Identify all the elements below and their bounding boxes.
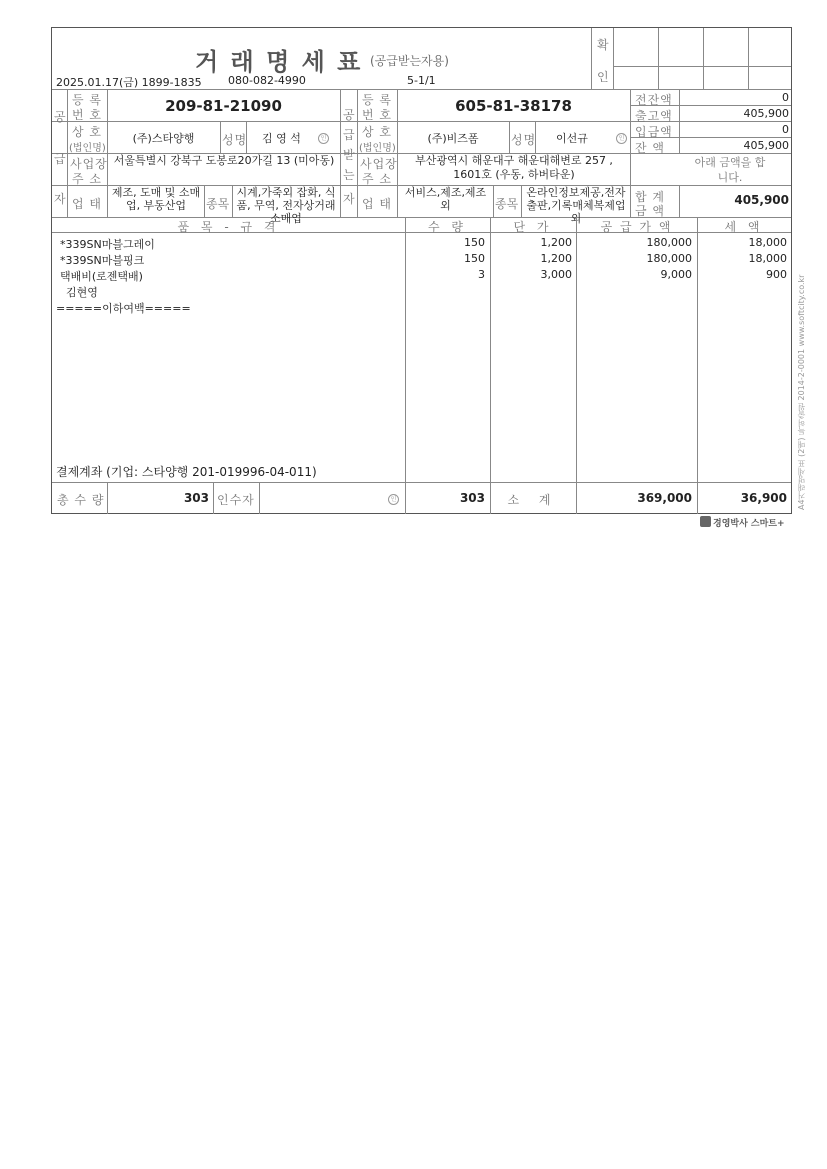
supplier-biz-item: 시계,가죽외 잡화, 식품, 무역, 전자상거래 소매업	[236, 186, 336, 225]
receiver-item-label: 종목	[495, 197, 519, 211]
phone: 080-082-4990	[228, 74, 306, 87]
total-amount: 405,900	[734, 193, 789, 207]
receiver-side-3: 받	[343, 148, 356, 162]
prev-balance-label: 전잔액	[635, 93, 673, 107]
receiver-type-label: 업 태	[362, 197, 392, 211]
supplier-rep-name: 김 영 석	[262, 132, 301, 145]
col-qty-header: 수 량	[428, 220, 467, 234]
item-name: *339SN마블그레이	[60, 238, 155, 251]
col-item-header: 품 목 - 규 격	[177, 220, 280, 234]
item-qty: 150	[464, 252, 485, 265]
supplier-side-3: 자	[54, 192, 67, 206]
receiver-side-4: 는	[343, 168, 356, 182]
balance-value: 405,900	[743, 139, 789, 152]
supplier-item-label: 종목	[206, 197, 230, 211]
supplier-reg-no: 209-81-21090	[165, 97, 282, 115]
deposit-label: 입금액	[635, 125, 673, 139]
item-tax: 18,000	[748, 236, 787, 249]
supplier-rep-label: 성명	[222, 133, 248, 147]
item-price: 3,000	[540, 268, 572, 281]
item-name: *339SN마블핑크	[60, 254, 145, 267]
shipped-label: 출고액	[635, 109, 673, 123]
supplier-name-sub: (법인명)	[69, 143, 106, 154]
item-tax: 900	[766, 268, 787, 281]
deposit-value: 0	[782, 123, 789, 136]
item-price: 1,200	[540, 236, 572, 249]
side-watermark: A4거래명세표 (2매) 특허출원 2014-2-0001 www.softcity.co.kr	[797, 274, 806, 510]
payment-note: 결제계좌 (기업: 스타양행 201-019996-04-011)	[56, 465, 317, 479]
prev-balance-value: 0	[782, 91, 789, 104]
receiver-name-label: 상 호	[362, 125, 392, 139]
receiver-reg-label-2: 번 호	[362, 108, 392, 122]
supplier-address: 서울특별시 강북구 도봉로20가길 13 (미아동)	[113, 154, 335, 167]
col-price-header: 단 가	[513, 220, 553, 234]
item-price: 1,200	[540, 252, 572, 265]
total-label-1: 합 계	[635, 190, 665, 204]
supplier-name: (주)스타양행	[132, 132, 195, 145]
item-name: 택배비(로젠택배)	[60, 270, 143, 283]
receiver-biz-item: 온라인정보제공,전자출판,기록매체복제업 외	[526, 186, 626, 225]
receiver-reg-label-1: 등 록	[362, 93, 392, 107]
item-qty: 150	[464, 236, 485, 249]
supplier-side-2: 급	[54, 152, 67, 166]
receiver-name: (주)비즈폼	[427, 132, 479, 145]
col-tax-header: 세 액	[724, 220, 764, 234]
receiver-side-5: 자	[343, 192, 356, 206]
receiver-rep-name: 이선규	[556, 132, 588, 145]
document-subtitle: (공급받는자용)	[370, 54, 449, 68]
item-tax: 18,000	[748, 252, 787, 265]
receiver-reg-no: 605-81-38178	[455, 97, 572, 115]
receiver-addr-label-2: 주 소	[362, 172, 392, 186]
amount-notice: 아래 금액을 합니다.	[694, 156, 766, 184]
supplier-side-1: 공	[54, 110, 67, 124]
document-title: 거 래 명 세 표	[195, 48, 363, 76]
total-qty-label: 총 수 량	[57, 493, 105, 507]
tax-sum: 36,900	[740, 491, 787, 505]
brand-logo-icon	[700, 516, 711, 527]
supply-sum: 369,000	[637, 491, 692, 505]
supplier-addr-label-2: 주 소	[72, 172, 102, 186]
supplier-reg-label-1: 등 록	[72, 93, 102, 107]
supplier-reg-label-2: 번 호	[72, 108, 102, 122]
col-supply-header: 공 급 가 액	[600, 220, 673, 234]
note-name: 김현영	[66, 286, 98, 299]
date-line: 2025.01.17(금) 1899-1835	[56, 76, 202, 89]
receiver-side-1: 공	[343, 108, 356, 122]
item-supply: 180,000	[646, 236, 692, 249]
page-info: 5-1/1	[407, 74, 436, 87]
qty-sum: 303	[459, 491, 485, 505]
item-supply: 180,000	[646, 252, 692, 265]
shipped-value: 405,900	[743, 107, 789, 120]
total-label-2: 금 액	[635, 204, 665, 218]
receiver-sign-label: 인수자	[217, 493, 255, 507]
seal-icon: 인	[616, 133, 627, 144]
seal-icon: 인	[388, 494, 399, 505]
end-mark: =====이하여백=====	[56, 302, 191, 315]
supplier-type-label: 업 태	[72, 197, 102, 211]
subtotal-label: 소 계	[507, 493, 559, 507]
seal-icon: 인	[318, 133, 329, 144]
receiver-name-sub: (법인명)	[359, 143, 396, 154]
confirm-label-1: 확	[597, 38, 610, 52]
receiver-addr-label-1: 사업장	[360, 157, 398, 171]
receiver-biz-type: 서비스,제조,제조 외	[404, 186, 487, 212]
receiver-side-2: 급	[343, 128, 356, 142]
total-qty: 303	[183, 491, 209, 505]
receiver-address: 부산광역시 해운대구 해운대해변로 257 , 1601호 (우동, 하버타운)	[415, 154, 613, 181]
receiver-rep-label: 성명	[511, 133, 537, 147]
balance-label: 잔 액	[635, 141, 665, 155]
brand-name: 경영박사 스마트+	[713, 519, 785, 529]
supplier-addr-label-1: 사업장	[70, 157, 108, 171]
confirm-label-2: 인	[597, 70, 610, 84]
supplier-name-label: 상 호	[72, 125, 102, 139]
item-supply: 9,000	[660, 268, 692, 281]
item-qty: 3	[478, 268, 485, 281]
supplier-biz-type: 제조, 도매 및 소매업, 부동산업	[111, 186, 201, 212]
